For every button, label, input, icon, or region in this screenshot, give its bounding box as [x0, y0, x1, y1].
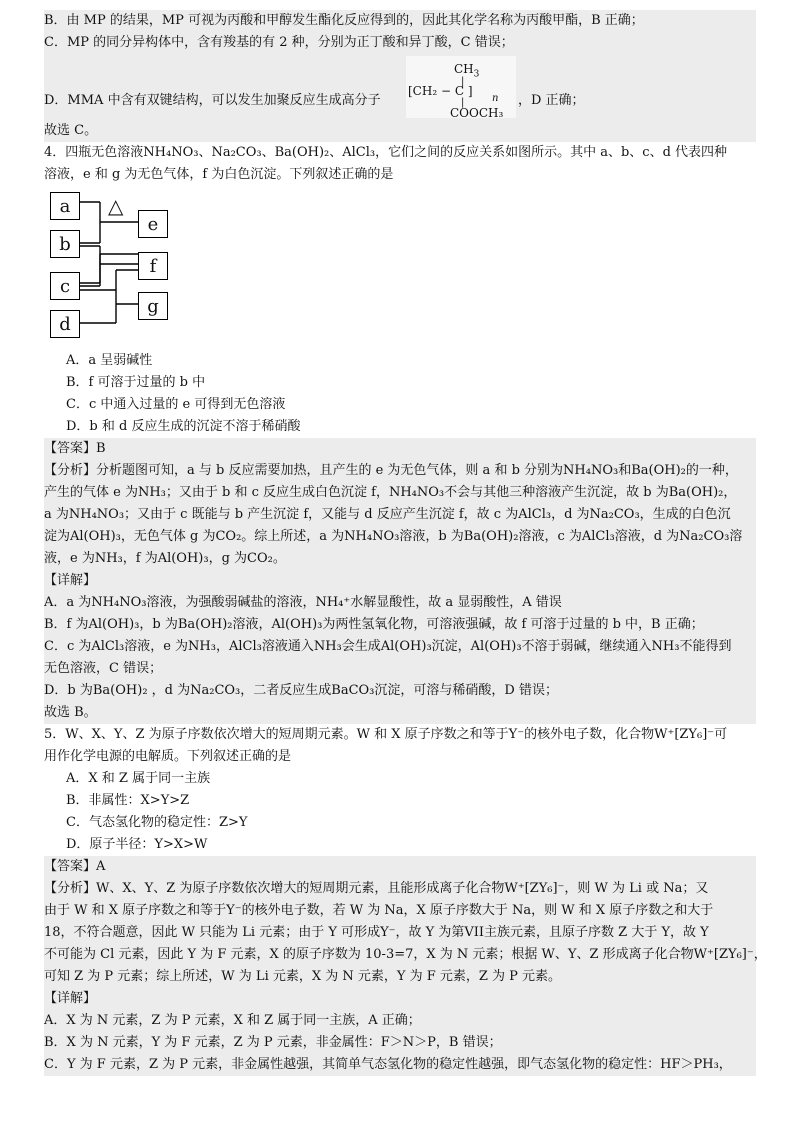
detail-line: B．X 为 N 元素，Y 为 F 元素，Z 为 P 元素，非金属性：F＞N＞P，B 错误；: [44, 1032, 756, 1054]
option-b: B．f 可溶于过量的 b 中: [66, 375, 206, 390]
detail-line: D．b 为Ba(OH)₂ ，d 为Na₂CO₃，二者反应生成BaCO₃沉淀，可溶与稀硝酸，D 错误；: [44, 680, 756, 702]
detail-line: 故选 B。: [44, 702, 756, 724]
option-d: D．b 和 d 反应生成的沉淀不溶于稀硝酸: [66, 419, 301, 434]
text-line: D．MMA 中含有双键结构，可以发生加聚反应生成高分子: [44, 93, 381, 108]
analysis-line: 产生的气体 e 为NH₃；又由于 b 和 c 反应生成白色沉淀 f，NH₄NO₃不会与其他三种溶液产生沉淀，故 b 为Ba(OH)₂，: [44, 482, 756, 504]
analysis-line: 【分析】分析题图可知，a 与 b 反应需要加热，且产生的 e 为无色气体，则 a 和 b 分别为NH₄NO₃和Ba(OH)₂的一种，: [44, 460, 756, 482]
node-b: b: [50, 230, 80, 258]
option-a: A．X 和 Z 属于同一主族: [66, 771, 211, 786]
detail-title: 【详解】: [44, 570, 756, 592]
heat-symbol: △: [108, 194, 124, 218]
node-d: d: [50, 310, 80, 338]
analysis-line: 【分析】W、X、Y、Z 为原子序数依次增大的短周期元素，且能形成离子化合物W⁺[ZY₆]⁻，则 W 为 Li 或 Na；又: [44, 878, 756, 900]
reaction-diagram: [46, 190, 756, 342]
option-d: D．原子半径：Y>X>W: [66, 837, 208, 852]
option-b: B．非属性：X>Y>Z: [66, 793, 190, 808]
text-line: C．MP 的同分异构体中，含有羧基的有 2 种，分别为正丁酸和异丁酸，C 错误；: [44, 32, 756, 54]
formula-line: [44, 54, 756, 120]
detail-line: A．a 为NH₄NO₃溶液，为强酸弱碱盐的溶液，NH₄⁺水解显酸性，故 a 显弱酸性，A 错误: [44, 592, 756, 614]
text-line: 故选 C。: [44, 120, 756, 142]
formula-cooch3: COOCH₃: [450, 106, 504, 120]
answer: 【答案】B: [44, 438, 756, 460]
detail-title: 【详解】: [44, 988, 756, 1010]
node-e: e: [138, 210, 168, 238]
detail-line: A．X 为 N 元素，Z 为 P 元素，X 和 Z 属于同一主族，A 正确；: [44, 1010, 756, 1032]
analysis-line: 由于 W 和 X 原子序数之和等于Y⁻的核外电子数，若 W 为 Na，X 原子序数大于 Na，则 W 和 X 原子序数之和大于: [44, 900, 756, 922]
question-stem: 5．W、X、Y、Z 为原子序数依次增大的短周期元素。W 和 X 原子序数之和等于Y⁻的核外电子数，化合物W⁺[ZY₆]⁻可: [44, 727, 728, 742]
formula-n: n: [492, 93, 499, 104]
text-line: ，D 正确；: [518, 93, 585, 108]
question-stem: 4．四瓶无色溶液NH₄NO₃、Na₂CO₃、Ba(OH)₂、AlCl₃，它们之间的反应关系如图所示。其中 a、b、c、d 代表四种: [44, 145, 728, 160]
formula-ch3: $CH_3$: [454, 62, 480, 80]
analysis-line: 18，不符合题意，因此 W 只能为 Li 元素；由于 Y 可形成Y⁻，故 Y 为第VII主族元素，且原子序数 Z 大于 Y，故 Y: [44, 922, 756, 944]
analysis-line: 不可能为 Cl 元素，因此 Y 为 F 元素，X 的原子序数为 10-3=7，X 为 N 元素；根据 W、Y、Z 形成离子化合物W⁺[ZY₆]⁻，: [44, 944, 756, 966]
polymer-formula: $CH_3$ | [CH₂ − C ] n | COOCH₃: [406, 56, 516, 118]
option-a: A．a 呈弱碱性: [66, 353, 153, 368]
node-c: c: [50, 272, 80, 300]
document-page: [44, 10, 767, 1076]
analysis-line: 可知 Z 为 P 元素；综上所述，W 为 Li 元素，X 为 N 元素，Y 为 F 元素，Z 为 P 元素。: [44, 966, 756, 988]
text-line: B．由 MP 的结果，MP 可视为丙酸和甲醇发生酯化反应得到的，因此其化学名称为丙酸甲酯，B 正确；: [44, 10, 756, 32]
node-a: a: [50, 192, 80, 220]
detail-line: C．c 为AlCl₃溶液，e 为NH₃，AlCl₃溶液通入NH₃会生成Al(OH)₃沉淀，Al(OH)₃不溶于弱碱，继续通入NH₃不能得到: [44, 636, 756, 658]
answer: 【答案】A: [44, 856, 756, 878]
option-c: C．c 中通入过量的 e 可得到无色溶液: [66, 397, 286, 412]
node-f: f: [138, 252, 168, 280]
analysis-line: 液，e 为NH₃，f 为Al(OH)₃，g 为CO₂。: [44, 548, 756, 570]
analysis-line: a 为NH₄NO₃；又由于 c 既能与 b 产生沉淀 f，又能与 d 反应产生沉淀 f，故 c 为AlCl₃，d 为Na₂CO₃，生成的白色沉: [44, 504, 756, 526]
detail-line: C．Y 为 F 元素，Z 为 P 元素，非金属性越强，其简单气态氢化物的稳定性越强，即气态氢化物的稳定性：HF＞PH₃，: [44, 1054, 756, 1076]
question-stem: 用作化学电源的电解质。下列叙述正确的是: [44, 749, 292, 764]
detail-line: 无色溶液，C 错误；: [44, 658, 756, 680]
option-c: C．气态氢化物的稳定性：Z>Y: [66, 815, 248, 830]
question-stem: 溶液，e 和 g 为无色气体，f 为白色沉淀。下列叙述正确的是: [44, 167, 394, 182]
formula-chain: [CH₂ − C ]: [408, 84, 473, 98]
detail-line: B．f 为Al(OH)₃，b 为Ba(OH)₂溶液，Al(OH)₃为两性氢氧化物，可溶液强碱，故 f 可溶于过量的 b 中，B 正确；: [44, 614, 756, 636]
analysis-line: 淀为Al(OH)₃，无色气体 g 为CO₂。综上所述，a 为NH₄NO₃溶液，b 为Ba(OH)₂溶液，c 为AlCl₃溶液，d 为Na₂CO₃溶: [44, 526, 756, 548]
node-g: g: [138, 292, 168, 320]
